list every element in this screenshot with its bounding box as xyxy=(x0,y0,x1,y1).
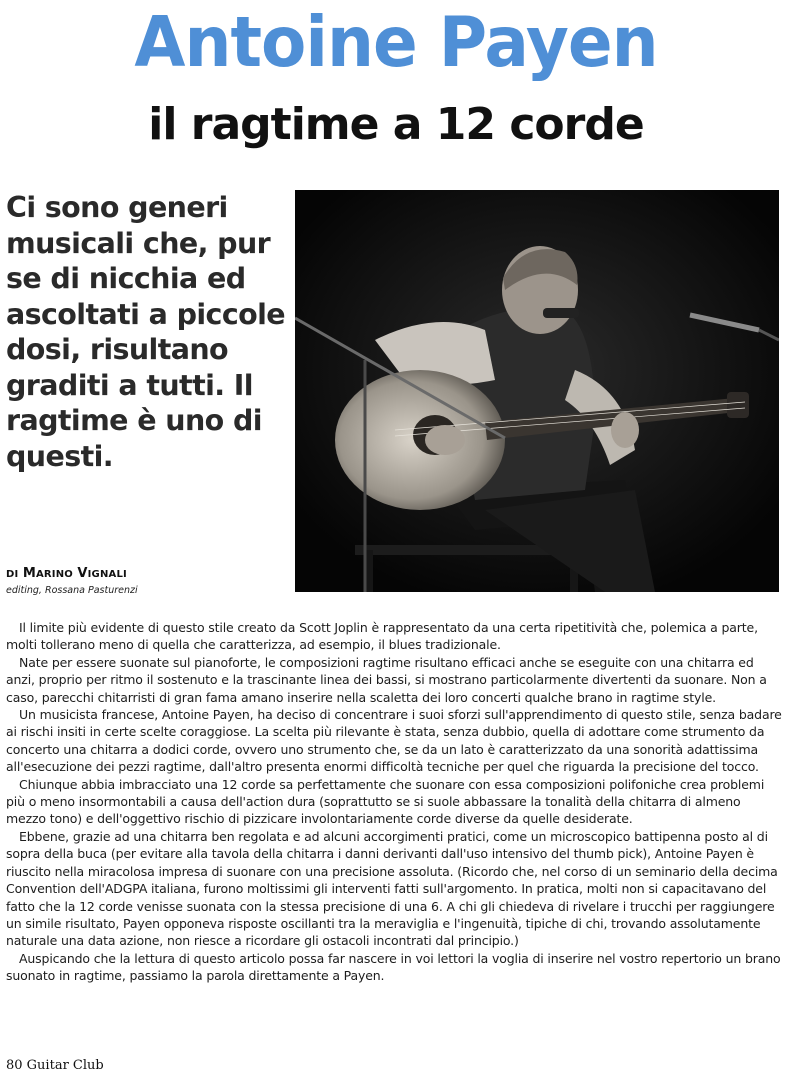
article-subtitle: il ragtime a 12 corde xyxy=(148,99,644,150)
article-paragraph-6: Auspicando che la lettura di questo articolo possa far nascere in voi lettori la voglia di inserire nel vostro repertorio un brano suonato in ragtime, passiamo la parola direttamente a Payen. xyxy=(6,950,781,984)
byline-prefix: DI xyxy=(6,569,19,580)
editing-credit: editing, Rossana Pasturenzi xyxy=(6,585,138,596)
article-paragraph-3: Un musicista francese, Antoine Payen, ha deciso di concentrare i suoi sforzi sull'apprendimento di questo stile, senza badare ai rischi insiti in certe scelte coraggiose. La scelta più rilevante è stata, senza dubbio, quella di adottare come strumento da concerto una chitarra a dodici corde, ovvero uno strumento che, se da un lato è caratterizzato da una sonorità adattissima all'esecuzione dei pezzi ragtime, dall'altro presenta enormi difficoltà tecniche per quel che riguarda la precisione del tocco. xyxy=(6,707,782,775)
page-footer: 80 Guitar Club xyxy=(6,1058,104,1073)
article-paragraph-4: Chiunque abbia imbracciato una 12 corde sa perfettamente che suonare con essa composizioni polifoniche crea problemi più o meno insormontabili a causa dell'action dura (soprattutto se si suole abbassare la tonalità della chitarra di almeno mezzo tono) e dell'oggettivo rischio di pizzicare involontariamente corde diverse da quelle desiderate. xyxy=(6,776,765,827)
article-paragraph-5: Ebbene, grazie ad una chitarra ben regolata e ad alcuni accorgimenti pratici, come un microscopico battipenna posto al di sopra della buca (per evitare alla tavola della chitarra i danni derivanti dall'uso intensivo del thumb pick), Antoine Payen è riuscito nella miracolosa impresa di suonare con una precisione assoluta. (Ricordo che, nel corso di un seminario della decima Convention dell'ADGPA italiana, furono moltissimi gli interventi fatti sull'argomento. In pratica, molti non si capacitavano del fatto che la 12 corde venisse suonata con la stessa precisione di una 6. A chi gli chiedeva di rivelare i trucchi per raggiungere un simile risultato, Payen opponeva risposte oscillanti tra la meraviglia e l'ingenuità, tipiche di chi, trovando assolutamente naturale una data azione, non riesce a ricordare gli ostacoli incontrati dal principio.) xyxy=(6,828,778,949)
byline xyxy=(6,566,127,581)
article-body xyxy=(6,619,782,985)
author-name: MARINO VIGNALI xyxy=(22,566,127,581)
guitarist-photo-icon xyxy=(295,190,779,592)
article-title: Antoine Payen xyxy=(134,2,658,83)
lead-paragraph: Ci sono generi musicali che, pur se di nicchia ed ascoltati a piccole dosi, risultano graditi a tutti. Il ragtime è uno di questi. xyxy=(6,191,285,473)
guitarist-photo xyxy=(295,190,779,592)
article-paragraph-2: Nate per essere suonate sul pianoforte, le composizioni ragtime risultano efficaci anche se eseguite con una chitarra ed anzi, proprio per ritmo il sostenuto e la trascinante linea dei bassi, si mostrano particolarmente divertenti da suonare. Non a caso, parecchi chitarristi di gran fama amano inserire nella scaletta dei loro concerti qualche brano in ragtime style. xyxy=(6,654,767,705)
article-paragraph-1: Il limite più evidente di questo stile creato da Scott Joplin è rappresentato da una certa ripetitività che, polemica a parte, molti tollerano meno di quella che caratterizza, ad esempio, il blues tradizionale. xyxy=(6,620,758,653)
